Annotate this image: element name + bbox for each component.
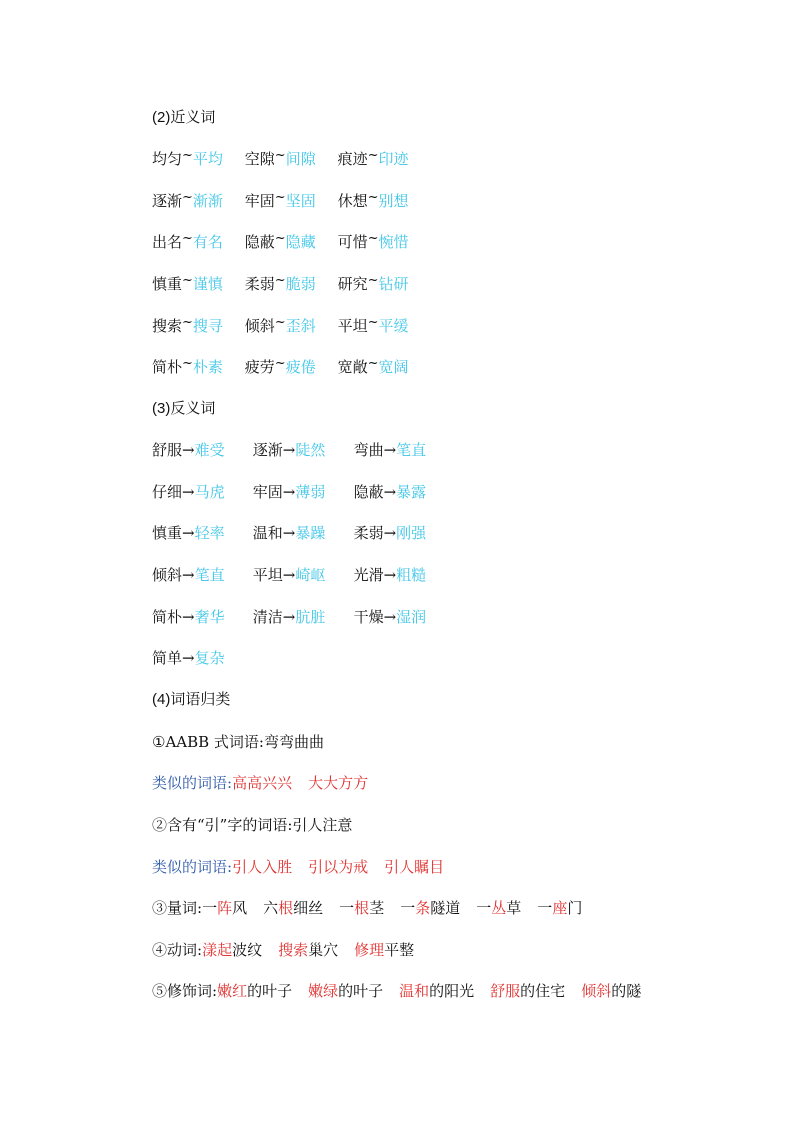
tilde-separator: ~ [274,190,286,205]
word: 可惜 [337,233,368,251]
word: 倾斜 [152,566,183,584]
antonym-word: 刚强 [396,524,427,542]
antonym-pair [354,563,427,587]
similar-label: 类似的词语: [152,858,233,876]
similar-word: 大大方方 [308,774,369,792]
synonym-word: 谨慎 [192,275,223,293]
synonym-pair [338,189,409,215]
synonym-pair [338,314,409,340]
arrow-icon: → [182,524,195,542]
similar-word: 引以为戒 [308,858,369,876]
synonym-pair [152,355,240,381]
antonym-word: 难受 [194,441,225,459]
synonym-word: 惋惜 [378,233,409,251]
word: 出名 [152,233,183,251]
item-label: ④动词: [152,941,203,959]
word: 柔弱 [244,275,275,293]
antonym-word: 粗糙 [396,566,427,584]
phrase-part: 的叶子 [247,982,293,1000]
antonym-pair [152,605,248,629]
arrow-icon: → [182,608,195,626]
similar-word: 高高兴兴 [232,774,293,792]
word: 光滑 [353,566,384,584]
synonym-row [152,147,409,171]
word: 隐蔽 [244,233,275,251]
synonym-pair [245,147,333,173]
antonym-pair [253,605,349,629]
phrase-part: 茎 [369,899,385,917]
word: 慎重 [152,275,183,293]
antonym-pair [354,438,427,462]
synonym-pair [245,314,333,340]
synonym-pair [245,189,333,215]
highlight-word: 搜索 [278,941,309,959]
arrow-icon: → [282,483,296,501]
word: 逐渐 [252,441,283,459]
synonym-row [152,230,409,254]
word: 平坦 [337,317,368,335]
highlight-word: 条 [415,899,431,917]
antonym-word: 轻率 [194,524,225,542]
word: 清洁 [252,608,283,626]
word: 疲劳 [244,358,275,376]
word: 慎重 [152,524,183,542]
antonym-word: 奢华 [194,608,225,626]
item-label: ②含有“引”字的词语: [152,816,293,834]
highlight-word: 舒服 [490,982,521,1000]
arrow-icon: → [282,524,296,542]
arrow-icon: → [383,483,397,501]
synonym-row [152,314,409,338]
word: 牢固 [252,483,283,501]
word: 牢固 [244,192,275,210]
antonym-word: 笔直 [396,441,427,459]
word: 空隙 [244,150,275,168]
synonyms-heading: (2)近义词 [152,109,216,126]
similar-label: 类似的词语: [152,774,233,792]
highlight-word: 温和 [399,982,430,1000]
arrow-icon: → [182,441,195,459]
phrase-part: 平整 [384,941,415,959]
tilde-separator: ~ [274,231,286,246]
antonym-row [152,480,426,504]
antonym-row [152,563,426,587]
word: 搜索 [152,317,183,335]
antonym-pair [253,480,349,504]
antonym-pair [152,646,248,670]
antonym-pair [253,521,349,545]
synonym-word: 疲倦 [285,358,316,376]
synonym-pair [338,230,409,256]
tilde-separator: ~ [182,231,193,246]
word: 舒服 [152,441,183,459]
phrase-part: 的阳光 [429,982,475,1000]
antonym-word: 薄弱 [295,483,326,501]
antonym-pair [354,480,427,504]
highlight-word: 根 [278,899,294,917]
word: 温和 [252,524,283,542]
synonym-word: 搜寻 [192,317,223,335]
synonym-row [152,272,409,296]
word: 柔弱 [353,524,384,542]
highlight-word: 座 [552,899,568,917]
phrase-part: 隧道 [430,899,461,917]
tilde-separator: ~ [182,190,193,205]
item-label: ①AABB 式词语: [152,733,264,751]
word: 仔细 [152,483,183,501]
phrase-part: 的住宅 [520,982,566,1000]
highlight-word: 倾斜 [581,982,612,1000]
synonym-pair [245,230,333,256]
arrow-icon: → [282,441,296,459]
classify-item-measure-words [152,896,582,920]
arrow-icon: → [383,608,397,626]
classify-item-modifiers [152,979,641,1003]
antonym-word: 暴躁 [295,524,326,542]
synonym-pair [338,355,409,381]
antonym-pair [253,438,349,462]
synonym-word: 钻研 [378,275,409,293]
synonym-word: 平均 [192,150,223,168]
word: 弯曲 [353,441,384,459]
tilde-separator: ~ [182,315,193,330]
synonym-pair [152,189,240,215]
phrase-part: 细丝 [293,899,324,917]
synonym-word: 隐藏 [285,233,316,251]
phrase-part: 波纹 [232,941,263,959]
antonym-word: 崎岖 [295,566,326,584]
similar-word: 引人入胜 [232,858,293,876]
highlight-word: 根 [354,899,370,917]
tilde-separator: ~ [367,231,379,246]
highlight-word: 丛 [491,899,507,917]
word: 研究 [337,275,368,293]
arrow-icon: → [182,566,195,584]
antonym-word: 肮脏 [295,608,326,626]
antonym-pair [152,563,248,587]
word: 隐蔽 [353,483,384,501]
arrow-icon: → [383,524,397,542]
similar-word: 引人瞩目 [384,858,445,876]
tilde-separator: ~ [274,273,286,288]
highlight-word: 漾起 [202,941,233,959]
tilde-separator: ~ [274,148,286,163]
antonym-word: 湿润 [396,608,427,626]
antonym-row [152,605,426,629]
word: 简朴 [152,358,183,376]
phrase-part: 一 [476,899,492,917]
synonym-pair [152,272,240,298]
item-text: 引人注意 [292,816,353,834]
synonym-pair [338,147,409,173]
phrase-part: 一 [202,899,218,917]
arrow-icon: → [383,441,397,459]
synonym-word: 坚固 [285,192,316,210]
antonym-pair [152,480,248,504]
antonym-row [152,438,426,462]
item-label: ⑤修饰词: [152,982,218,1000]
antonym-row [152,521,426,545]
synonym-pair [152,147,240,173]
antonyms-heading: (3)反义词 [152,400,216,417]
synonym-row [152,355,409,379]
phrase-part: 一 [339,899,355,917]
antonym-row [152,646,248,670]
similar-words-yin [152,855,444,879]
highlight-word: 修理 [354,941,385,959]
synonym-word: 别想 [378,192,409,210]
phrase-part: 风 [232,899,248,917]
synonym-pair [152,314,240,340]
phrase-part: 六 [263,899,279,917]
synonym-word: 间隙 [285,150,316,168]
synonym-row [152,189,409,213]
arrow-icon: → [282,566,296,584]
synonym-pair [245,272,333,298]
antonym-word: 暴露 [396,483,427,501]
item-text: 弯弯曲曲 [263,733,324,751]
highlight-word: 嫩红 [217,982,248,1000]
tilde-separator: ~ [274,315,286,330]
antonym-word: 笔直 [194,566,225,584]
antonym-pair [152,521,248,545]
classify-heading: (4)词语归类 [152,691,231,708]
tilde-separator: ~ [367,315,379,330]
synonym-word: 渐渐 [192,192,223,210]
tilde-separator: ~ [367,148,379,163]
synonym-word: 有名 [192,233,223,251]
phrase-part: 巢穴 [308,941,339,959]
antonym-word: 陡然 [295,441,326,459]
word: 倾斜 [244,317,275,335]
similar-words-aabb [152,771,368,795]
classify-item-verbs [152,938,414,962]
item-label: ③量词: [152,899,203,917]
phrase-part: 的隧 [611,982,642,1000]
antonym-word: 马虎 [194,483,225,501]
highlight-word: 阵 [217,899,233,917]
phrase-part: 门 [567,899,583,917]
phrase-part: 一 [537,899,553,917]
antonym-pair [354,605,427,629]
synonym-pair [338,272,409,298]
tilde-separator: ~ [367,273,379,288]
phrase-part: 草 [506,899,522,917]
antonym-pair [354,521,427,545]
phrase-part: 一 [400,899,416,917]
classify-item-yin [152,813,352,837]
antonym-pair [253,563,349,587]
tilde-separator: ~ [274,356,286,371]
synonym-word: 平缓 [378,317,409,335]
word: 干燥 [353,608,384,626]
arrow-icon: → [383,566,397,584]
word: 痕迹 [337,150,368,168]
synonym-word: 宽阔 [378,358,409,376]
tilde-separator: ~ [367,356,379,371]
synonym-word: 朴素 [192,358,223,376]
synonym-word: 印迹 [378,150,409,168]
word: 平坦 [252,566,283,584]
antonym-word: 复杂 [194,649,225,667]
arrow-icon: → [282,608,296,626]
phrase-part: 的叶子 [338,982,384,1000]
tilde-separator: ~ [182,273,193,288]
word: 简朴 [152,608,183,626]
highlight-word: 嫩绿 [308,982,339,1000]
synonym-pair [245,355,333,381]
word: 均匀 [152,150,183,168]
word: 休想 [337,192,368,210]
synonym-word: 歪斜 [285,317,316,335]
antonym-pair [152,438,248,462]
synonym-word: 脆弱 [285,275,316,293]
arrow-icon: → [182,649,195,667]
classify-item-aabb [152,730,324,754]
tilde-separator: ~ [182,148,193,163]
tilde-separator: ~ [182,356,193,371]
word: 逐渐 [152,192,183,210]
arrow-icon: → [182,483,195,501]
word: 简单 [152,649,183,667]
synonym-pair [152,230,240,256]
word: 宽敞 [337,358,368,376]
tilde-separator: ~ [367,190,379,205]
